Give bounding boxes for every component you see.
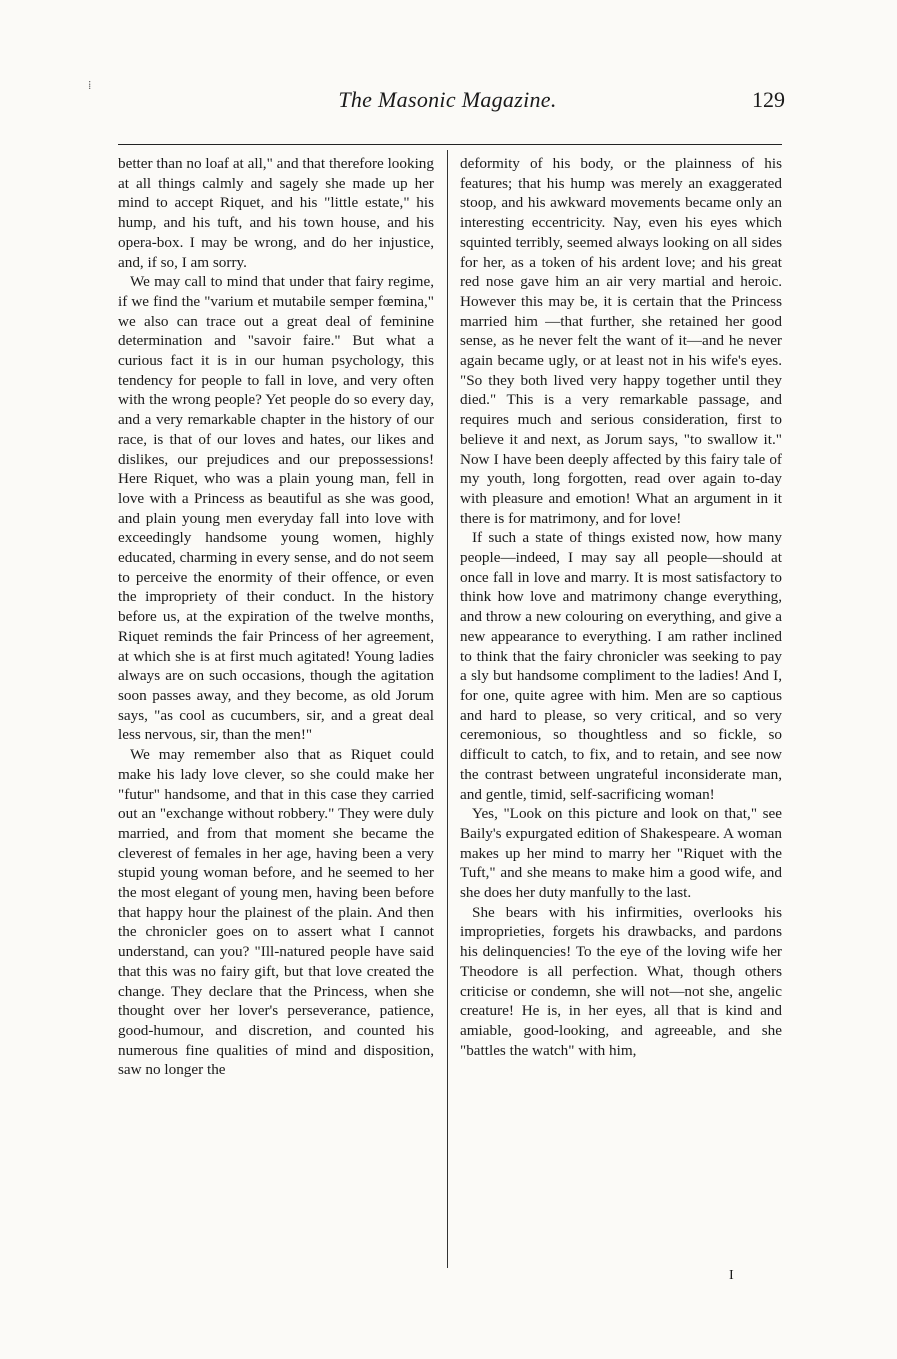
header-rule [118,144,782,145]
paragraph: We may remember also that as Riquet could make his lady love clever, so she could make her "futur" handsome, and that in this case they carried out an "exchange without robbery." They were duly married, and from that moment she became the cleverest of females in her age, having been a very stupid young woman before, and he seemed to her the most elegant of young men, having been before that happy hour the plainest of the plain. And then the chronicler goes on to assert what I cannot understand, can you? "Ill-natured people have said that this was no fairy gift, but that love created the change. They declare that the Princess, when she thought over her lover's perseverance, patience, good-humour, and discretion, and counted his numerous fine qualities of mind and disposition, saw no longer the [118,746,434,1079]
paragraph: better than no loaf at all," and that therefore looking at all things calmly and sagely she made up her mind to accept Riquet, and his "little estate," his hump, and his tuft, and his town house, and his opera-box. I may be wrong, and do her injustice, and, if so, I am sorry. [118,155,434,271]
page-header [110,85,785,129]
paragraph: We may call to mind that under that fairy regime, if we find the "varium et mutabile semper fœmina," we also can trace out a great deal of feminine determination and "savoir faire." But what a curious fact it is in our human psychology, this tendency for people to fall in love, and very often with the wrong people? Yet people do so every day, and a very remarkable chapter in the history of our race, is that of our loves and hates, our likes and dislikes, our prejudices and our prepossessions! Here Riquet, who was a plain young man, fell in love with a Princess as beautiful as she was good, and plain young men everyday fall into love with exceedingly handsome young women, highly educated, charming in every sense, and do not seem to perceive the enormity of their offence, or even the impropriety of their conduct. In the history before us, at the expiration of the twelve months, Riquet reminds the fair Princess of her agreement, at which she is at first much agitated! Young ladies always are on such occasions, though the agitation soon passes away, and they become, as old Jorum says, "as cool as cucumbers, sir, and a great deal less nervous, sir, than the men!" [118,273,434,744]
signature-mark: I [729,1268,734,1283]
right-column [460,154,782,1060]
page-number: 129 [752,87,785,112]
column-divider [447,150,448,1268]
left-column [118,154,434,1080]
paragraph: Yes, "Look on this picture and look on that," see Baily's expurgated edition of Shakespeare. A woman makes up her mind to marry her "Riquet with the Tuft," and she means to make him a good wife, and she does her duty manfully to the last. [460,805,782,902]
paragraph: If such a state of things existed now, how many people—indeed, I may say all people—should at once fall in love and marry. It is most satisfactory to think how love and matrimony change everything, and throw a new colouring on everything, and give a new appearance to everything. I am rather inclined to think that the fairy chronicler was seeking to pay a sly but handsome compliment to the ladies! And I, for one, quite agree with him. Men are so captious and hard to please, so very critical, and so very ceremonious, so thoughtless and so fickle, so difficult to catch, to fix, and to retain, and see now the contrast between ungrateful inconsiderate man, and gentle, timid, self-sacrificing woman! [460,529,782,803]
edge-mark: ⁞ [88,78,92,92]
paragraph: deformity of his body, or the plainness of his features; that his hump was merely an exaggerated stoop, and his awkward movements became only an interesting eccentricity. Nay, even his eyes which squinted terribly, seemed always looking on all sides for her, as a token of his ardent love; and his great red nose gave him an air very martial and heroic. However this may be, it is certain that the Princess married him —that further, she retained her good sense, as he never felt the want of it—and he never again became ugly, or at least not in his wife's eyes. "So they both lived very happy together until they died." This is a very remarkable passage, and requires much and serious consideration, first to believe it and next, as Jorum says, "to swallow it." Now I have been deeply affected by this fairy tale of my youth, long forgotten, read over again to-day with pleasure and emotion! What an argument in it there is for matrimony, and for love! [460,155,782,527]
paragraph: She bears with his infirmities, overlooks his improprieties, forgets his drawbacks, and pardons his delinquencies! To the eye of the loving wife her Theodore is all perfection. What, though others criticise or condemn, she will not—not she, angelic creature! He is, in her eyes, all that is kind and amiable, good-looking, and agreeable, and she "battles the watch" with him, [460,903,782,1059]
running-title: The Masonic Magazine. [338,87,557,112]
